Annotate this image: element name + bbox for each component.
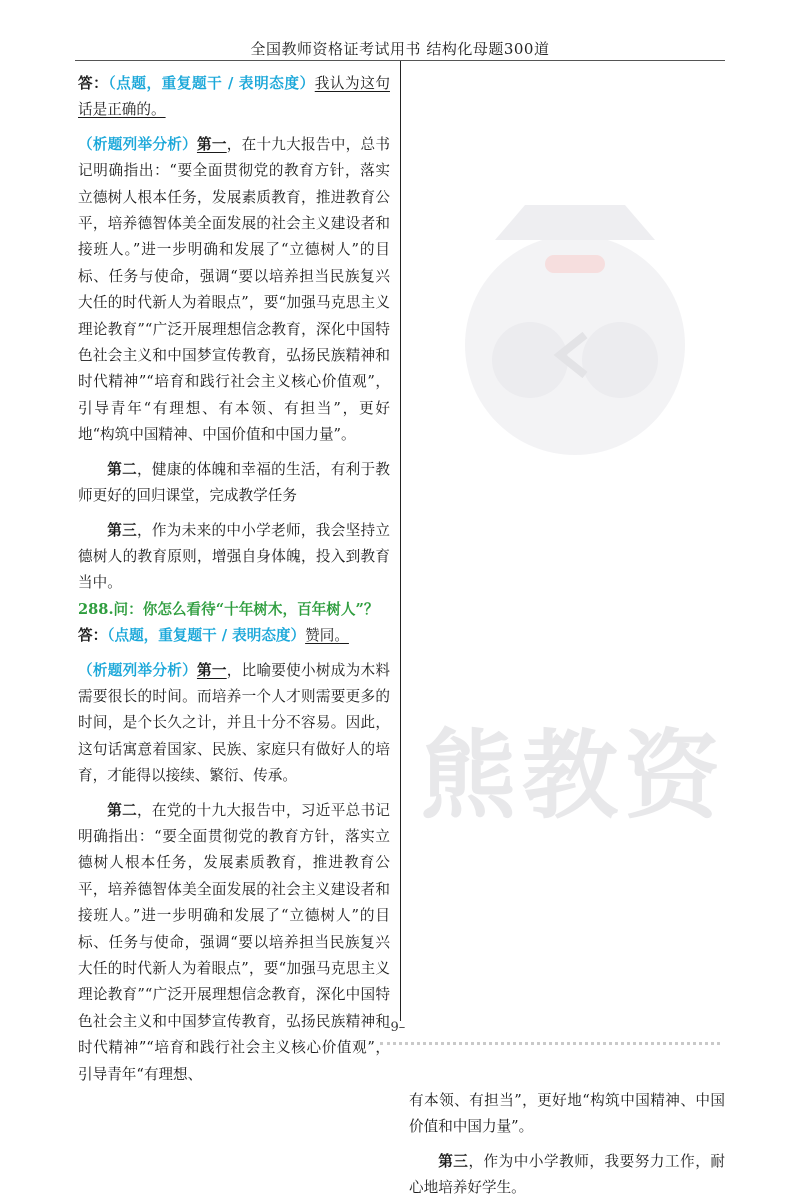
point-paragraph-2 — [78, 457, 390, 510]
point-lead: 第二 — [107, 460, 137, 478]
mascot-watermark-icon — [425, 185, 725, 485]
right-column — [409, 1088, 725, 1202]
answer-tag: （点题，重复题干 / 表明态度） — [108, 75, 315, 92]
point-lead: 第一 — [196, 135, 227, 153]
question-288: 288.问：你怎么看待“十年树木，百年树人”？ — [78, 600, 379, 618]
point-lead: 第二 — [107, 801, 137, 819]
paragraph-text: ，作为中小学教师，我要努力工作，耐心地培养好学生。 — [409, 1152, 725, 1197]
point-lead: 第一 — [196, 661, 227, 679]
left-column — [78, 71, 390, 1088]
point-paragraph-4 — [78, 798, 390, 1088]
point-paragraph-3 — [78, 518, 390, 597]
column-divider — [400, 61, 401, 1021]
point-lead: 第三 — [107, 521, 137, 539]
paragraph-text: ，作为未来的中小学老师，我会坚持立德树人的教育原则，增强自身体魄，投入到教育当中。 — [78, 521, 390, 592]
page-number: –9– — [384, 1020, 406, 1035]
answer-prefix: 答： — [78, 75, 109, 92]
watermark-text: 熊教资 — [420, 720, 726, 832]
paragraph-text: ，比喻要使小树成为木料需要很长的时间。而培养一个人才则需要更多的时间，是个长久之计，并且十分不容易。因此，这句话寓意着国家、民族、家庭只有做好人的培育，才能得以接续、繁衍、传承。 — [78, 661, 390, 785]
analysis-tag: （析题列举分析） — [78, 661, 197, 679]
answer-paragraph-2 — [78, 623, 390, 649]
point-paragraph-right — [409, 1149, 725, 1202]
paragraph-text: ，在十九大报告中，总书记明确指出：“要全面贯彻党的教育方针，落实立德树人根本任务，发展素质教育，推进教育公平，培养德智体美全面发展的社会主义建设者和接班人。”进一步明确和发展了“立德树人”的目标、任务与使命，强调“要以培养担当民族复兴大任的时代新人为着眼点”，要“加强马克思主义理论教育”“广泛开展理想信念教育，深化中国特色社会主义和中国梦宣传教育，弘扬民族精神和时代精神”“培育和践行社会主义核心价值观”，引导青年“有理想、有本领、有担当”，更好地“构筑中国精神、中国价值和中国力量”。 — [78, 135, 390, 444]
point-lead: 第三 — [438, 1152, 469, 1170]
analysis-paragraph-2 — [78, 658, 390, 790]
answer-tag: （点题，重复题干 / 表明态度） — [107, 627, 306, 645]
footer-faint-line — [380, 1042, 720, 1051]
answer-text: 赞同。 — [305, 627, 349, 645]
continued-paragraph: 有本领、有担当”，更好地“构筑中国精神、中国价值和中国力量”。 — [409, 1092, 725, 1136]
analysis-tag: （析题列举分析） — [78, 135, 197, 153]
answer-paragraph-1 — [78, 71, 390, 124]
page-header-title: 全国教师资格证考试用书 结构化母题300道 — [250, 40, 550, 58]
answer-text: 我认为这句话是正确的。 — [78, 75, 390, 119]
paragraph-text: ，健康的体魄和幸福的生活，有利于教师更好的回归课堂，完成教学任务 — [78, 460, 390, 505]
analysis-paragraph-1 — [78, 132, 390, 449]
paragraph-text: ，在党的十九大报告中，习近平总书记明确指出：“要全面贯彻党的教育方针，落实立德树人根本任务，发展素质教育，推进教育公平，培养德智体美全面发展的社会主义建设者和接班人。”进一步明确和发展了“立德树人”的目标、任务与使命，强调“要以培养担当民族复兴大任的时代新人为着眼点”，要“加强马克思主义理论教育”“广泛开展理想信念教育，深化中国特色社会主义和中国梦宣传教育，弘扬民族精神和时代精神”“培育和践行社会主义核心价值观”，引导青年“有理想、 — [78, 801, 390, 1083]
answer-prefix: 答： — [78, 627, 108, 645]
